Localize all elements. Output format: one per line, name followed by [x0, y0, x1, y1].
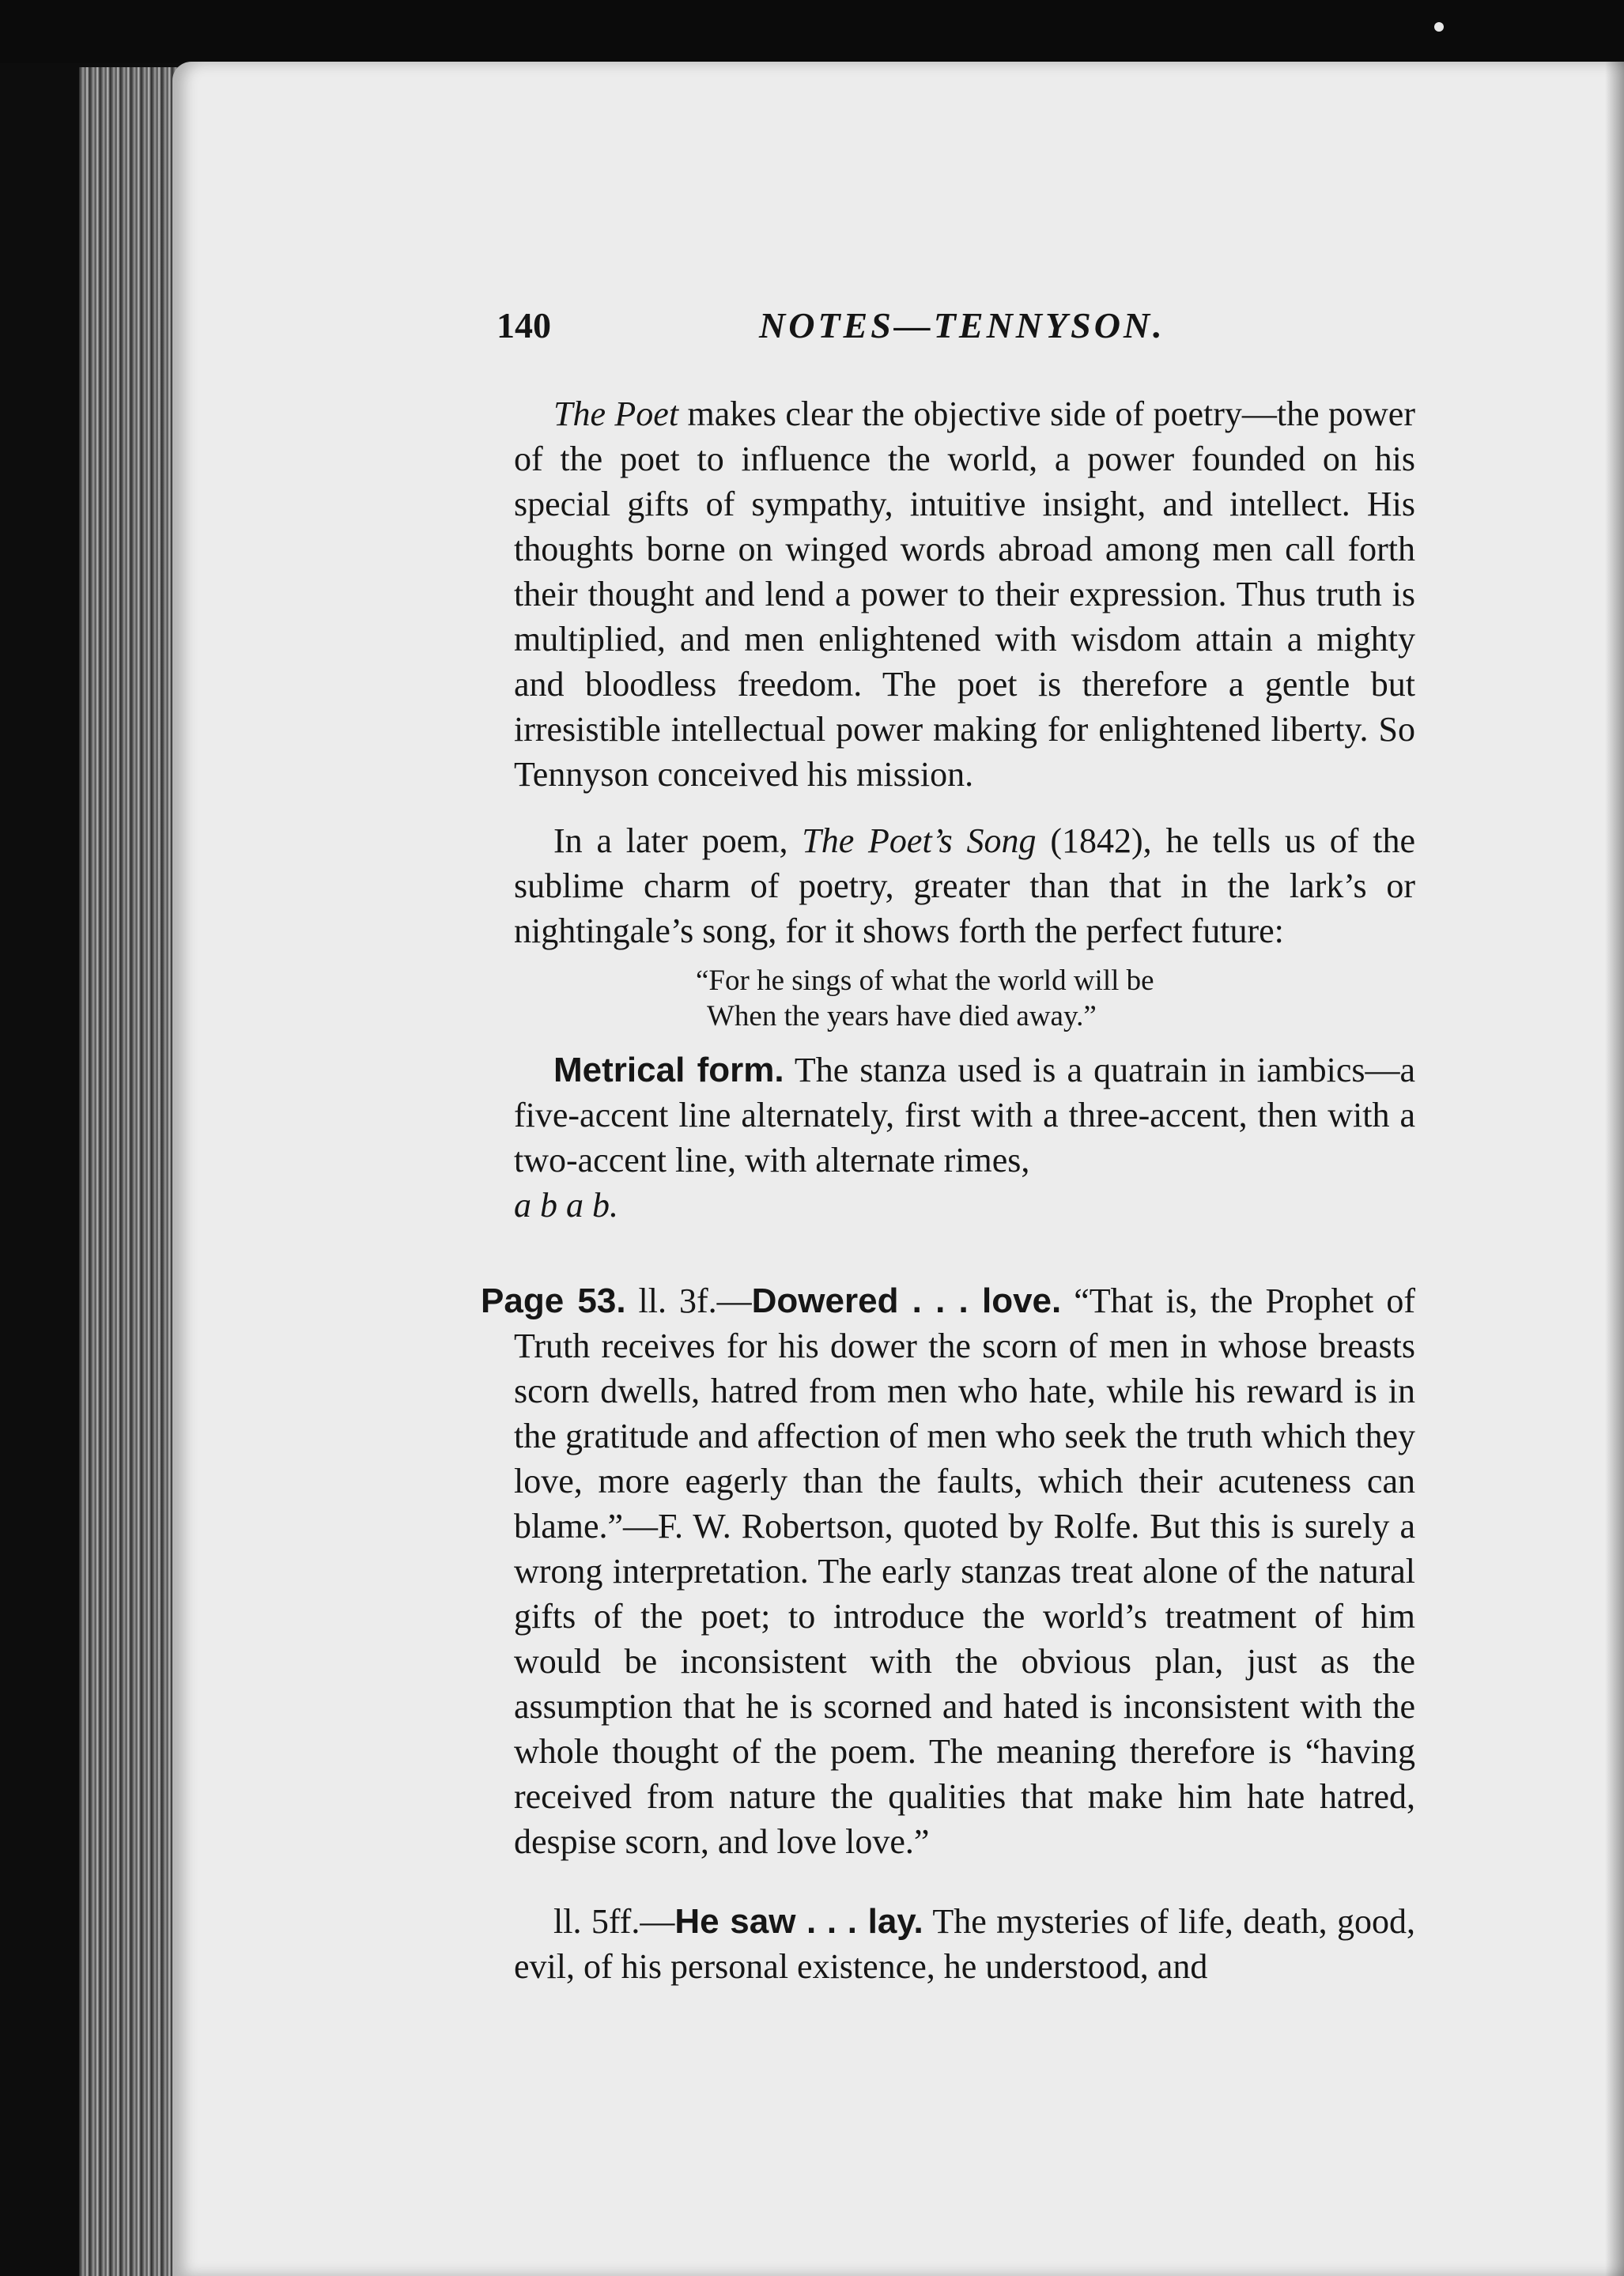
note-text: “That is, the Prophet of Truth receives for his dower the scorn of men in whose breasts scorn dwells, hatred from men who hate, while his reward is in the gratitude and affection of men who seek the truth which they love, more eagerly than the faults, which their acuteness can blame.”—F. W. Robertson, quoted by Rolfe. But this is surely a wrong interpretation. The early stanzas treat alone of the natural gifts of the poet; to introduce the world’s treatment of him would be inconsistent with the obvious plan, just as the assumption that he is scorned and hated is inconsistent with the whole thought of the poem. The meaning therefore is “having received from nature the qualities that make him hate hatred, despise scorn, and love love.” [514, 1281, 1415, 1861]
running-title: NOTES—TENNYSON. [759, 305, 1165, 345]
paragraph-poets-song: In a later poem, The Poet’s Song (1842), he tells us of the sublime charm of poetry, greater than that in the lark’s or nightingale’s song, for it shows forth the perfect future: [514, 821, 1415, 950]
scan-top-margin [0, 0, 1624, 63]
paragraph-text: The stanza used is a quatrain in iambics—a five-accent line alternately, first with a three-accent, then with a two-accent line, with alternate rimes, [514, 1051, 1415, 1180]
page-right-shadow [1605, 62, 1624, 2276]
paragraph-metrical-form [514, 1047, 1415, 1228]
paragraph-the-poet [514, 391, 1415, 797]
verse-line-1: “For he sings of what the world will be [696, 964, 1154, 997]
verse-line-2: When the years have died away.” [707, 1000, 1097, 1032]
note-page-53: Page 53. ll. 3f.—Dowered . . . love. “That is, the Prophet of Truth receives for his dower the scorn of men in whose breasts scorn dwells, hatred from men who hate, while his reward is in the gratitude and affection of men who seek the truth which they love, more eagerly than the faults, which their acuteness can blame.”—F. W. Robertson, quoted by Rolfe. But this is surely a wrong interpretation. The early stanzas treat alone of the natural gifts of the poet; to introduce the world’s treatment of him would be inconsistent with the obvious plan, just as the assumption that he is scorned and hated is inconsistent with the whole thought of the poem. The meaning therefore is “having received from nature the qualities that make him hate hatred, despise scorn, and love love.” ll. 5ff.—He saw . . . lay. The mysteries of life, death, good, evil, of his personal existence, he understood, and [481, 1281, 1415, 1986]
section-heading: Metrical form. [553, 1051, 784, 1089]
rime-scheme: a b a b. [514, 1186, 618, 1225]
paragraph-text: makes clear the objective side of poetry—the power of the poet to influence the world, a power founded on his special gifts of sympathy, intuitive insight, and intellect. His thoughts borne on winged words abroad among men call forth their thought and lend a power to their expression. Thus truth is multiplied, and men enlightened with wisdom attain a mighty and bloodless freedom. The poet is therefore a gentle but irresistible intellectual power making for enlightened liberty. So Tennyson conceived his mission. [514, 394, 1415, 794]
verse-quotation [696, 963, 1407, 1034]
note-text: The mysteries of life, death, good, evil, of his personal existence, he understood, and [514, 1902, 1415, 1986]
lemma: He saw . . . lay. [674, 1902, 923, 1941]
page-reference: Page 53. [481, 1281, 626, 1320]
work-title: The Poet [553, 394, 679, 433]
work-title: The Poet’s Song [802, 821, 1037, 860]
page-number: 140 [497, 305, 551, 345]
dust-speck [1434, 22, 1444, 32]
lemma: Dowered . . . love. [751, 1281, 1062, 1320]
book-page-edges [79, 67, 178, 2276]
paragraph-text: (1842), he tells us of the sublime charm of poetry, greater than that in the lark’s or nightingale’s song, for it shows forth the perfect future: [514, 821, 1415, 950]
